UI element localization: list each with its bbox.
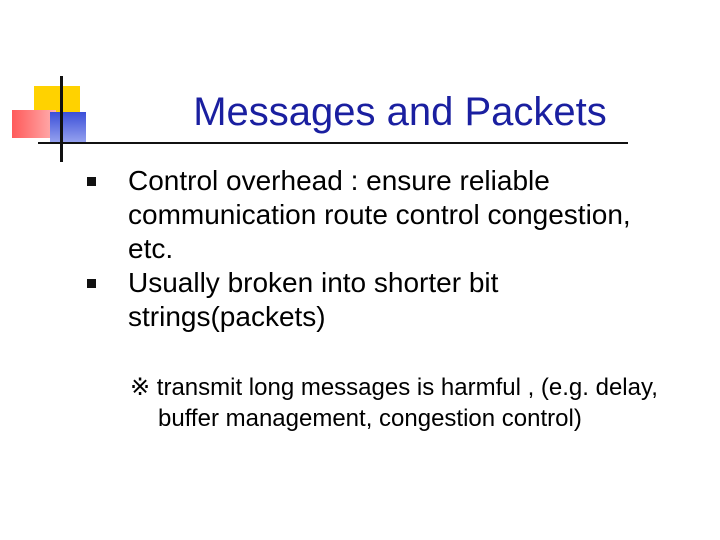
slide-logo — [0, 0, 100, 170]
bullet-text: Control overhead : ensure reliable communication route control congestion, etc. — [128, 165, 631, 264]
bullet-text: Usually broken into shorter bit strings(packets) — [128, 267, 499, 332]
slide-title: Messages and Packets — [193, 90, 607, 134]
bullet-item — [82, 164, 682, 266]
bullet-item — [82, 266, 682, 334]
square-bullet-icon — [87, 177, 96, 186]
square-bullet-icon — [87, 279, 96, 288]
sub-note: ※ transmit long messages is harmful , (e.g. delay, buffer management, congestion control) — [130, 374, 658, 432]
logo-blue-square — [50, 112, 86, 144]
logo-vertical-line — [60, 76, 63, 162]
bullet-list — [82, 164, 682, 334]
title-underline — [38, 142, 628, 144]
